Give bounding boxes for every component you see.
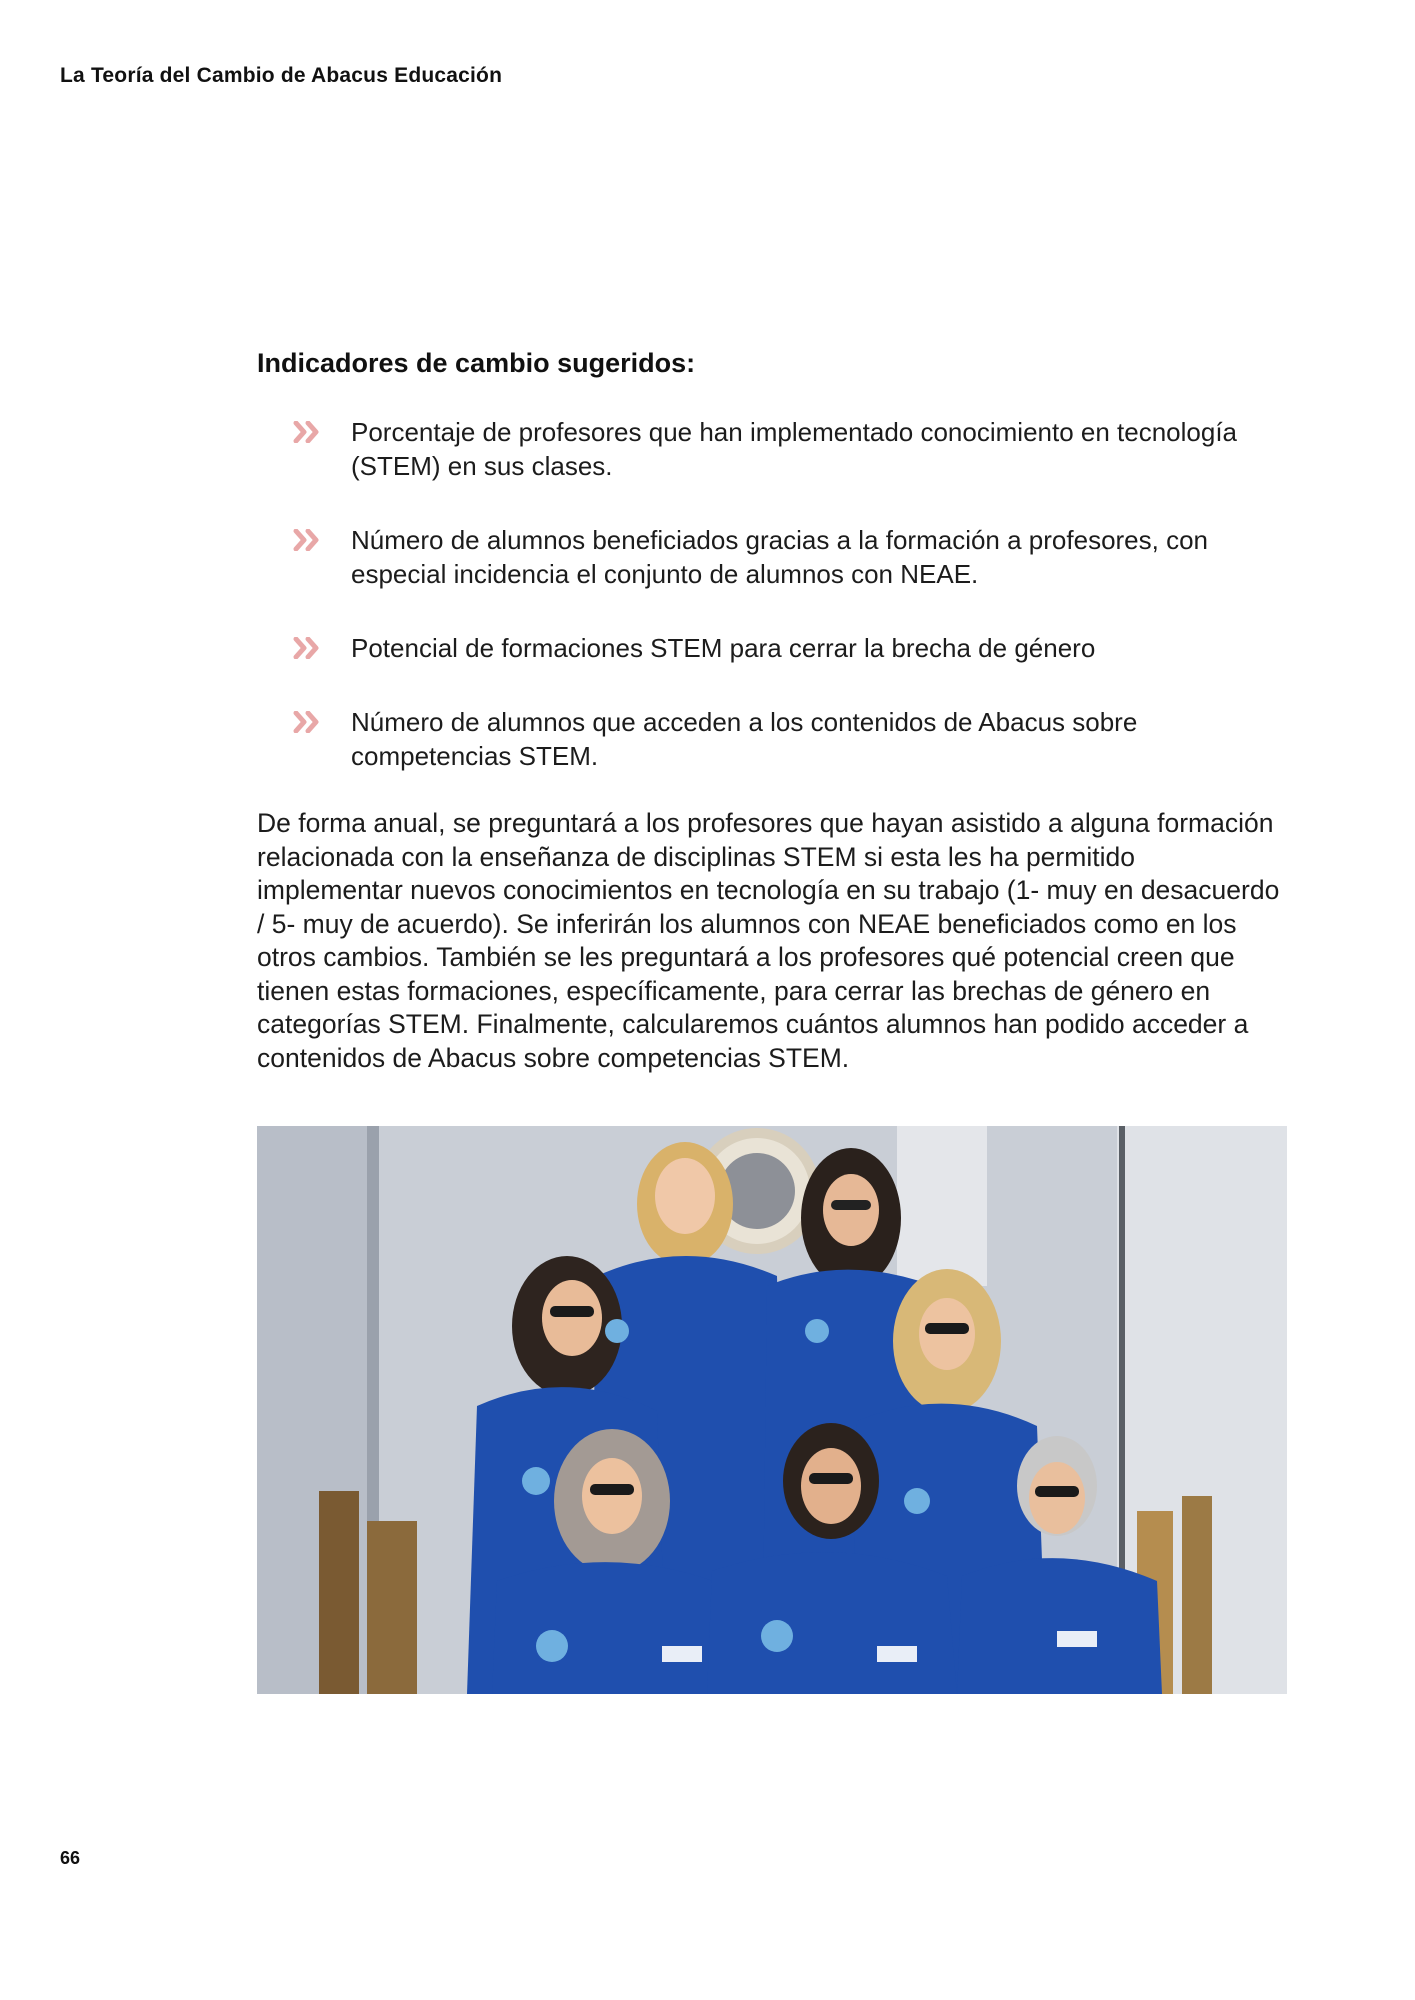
main-content: [257, 348, 1281, 1075]
list-item: [257, 523, 1281, 591]
double-chevron-right-icon: [293, 415, 323, 449]
double-chevron-right-icon: [293, 631, 323, 665]
section-heading: Indicadores de cambio sugeridos:: [257, 348, 696, 378]
page-number: 66: [60, 1848, 81, 1868]
list-item-text: Número de alumnos beneficiados gracias a la formación a profesores, con especial incidencia el conjunto de alumnos con NEAE.: [351, 525, 1209, 589]
indicator-list: [257, 415, 1281, 773]
list-item: [257, 631, 1281, 665]
group-photo: [257, 1126, 1287, 1694]
running-header: La Teoría del Cambio de Abacus Educación: [60, 64, 503, 87]
list-item: [257, 705, 1281, 773]
list-item-text: Porcentaje de profesores que han implementado conocimiento en tecnología (STEM) en sus clases.: [351, 417, 1238, 481]
list-item: [257, 415, 1281, 483]
double-chevron-right-icon: [293, 523, 323, 557]
list-item-text: Número de alumnos que acceden a los contenidos de Abacus sobre competencias STEM.: [351, 707, 1138, 771]
double-chevron-right-icon: [293, 705, 323, 739]
body-paragraph: De forma anual, se preguntará a los profesores que hayan asistido a alguna formación relacionada con la enseñanza de disciplinas STEM si esta les ha permitido implementar nuevos conocimientos en tecnología en su trabajo (1- muy en desacuerdo / 5- muy de acuerdo). Se inferirán los alumnos con NEAE beneficiados como en los otros cambios. También se les preguntará a los profesores qué potencial creen que tienen estas formaciones, específicamente, para cerrar las brechas de género en categorías STEM. Finalmente, calcularemos cuántos alumnos han podido acceder a contenidos de Abacus sobre competencias STEM.: [257, 808, 1280, 1073]
list-item-text: Potencial de formaciones STEM para cerrar la brecha de género: [351, 633, 1096, 663]
